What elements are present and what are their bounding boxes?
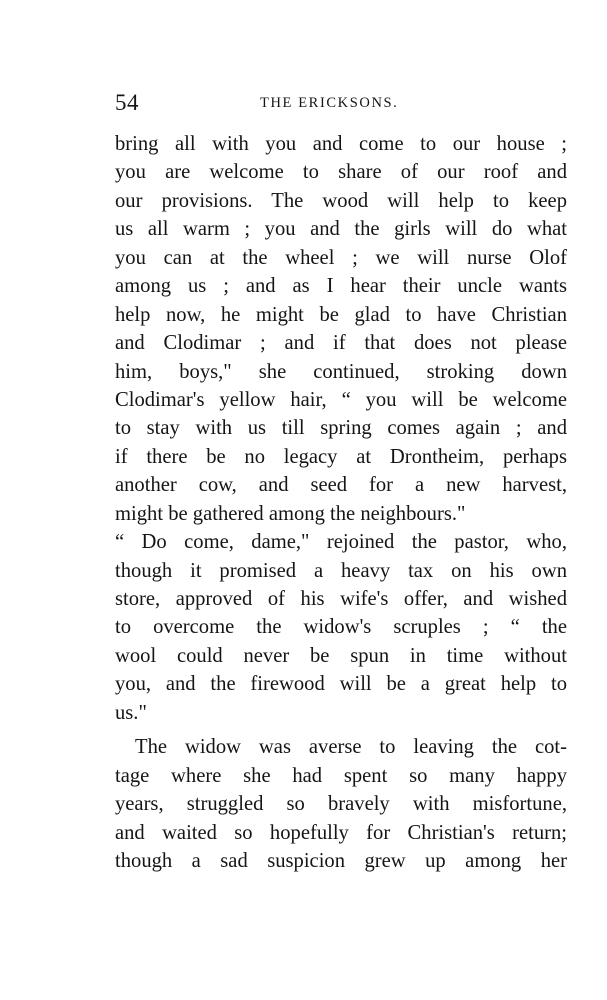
page-number: 54	[115, 90, 139, 115]
text-line: you can at the wheel ; we will nurse Olof	[115, 246, 567, 269]
paragraph-1	[115, 130, 567, 528]
text-line: might be gathered among the neighbours."	[115, 502, 466, 525]
text-line: and Clodimar ; and if that does not please	[115, 332, 567, 355]
text-line: and waited so hopefully for Christian's return;	[115, 821, 567, 844]
text-line: help now, he might be glad to have Christian	[115, 303, 567, 326]
paragraph-3	[115, 733, 567, 875]
text-line: to stay with us till spring comes again ; and	[115, 417, 567, 440]
text-line: among us ; and as I hear their uncle wants	[115, 275, 567, 298]
text-line: bring all with you and come to our house ;	[115, 133, 567, 155]
text-line: wool could never be spun in time without	[115, 644, 567, 667]
text-line: years, struggled so bravely with misfortune,	[115, 793, 567, 816]
text-line: him, boys," she continued, stroking down	[115, 360, 567, 383]
text-line: us all warm ; you and the girls will do what	[115, 218, 567, 241]
running-title: THE ERICKSONS.	[260, 95, 399, 111]
text-line: you are welcome to share of our roof and	[115, 161, 567, 184]
text-line: though a sad suspicion grew up among her	[115, 849, 567, 872]
text-line: Clodimar's yellow hair, “ you will be welcome	[115, 388, 567, 411]
text-line: another cow, and seed for a new harvest,	[115, 474, 567, 497]
text-line: though it promised a heavy tax on his own	[115, 559, 567, 582]
paragraph-2	[115, 528, 567, 727]
text-line: if there be no legacy at Drontheim, perhaps	[115, 445, 567, 468]
text-line: you, and the firewood will be a great help to	[115, 673, 567, 696]
text-line: to overcome the widow's scruples ; “ the	[115, 616, 567, 639]
text-line: The widow was averse to leaving the cot-	[135, 736, 567, 759]
text-line: us."	[115, 701, 147, 724]
text-line: “ Do come, dame," rejoined the pastor, who,	[115, 531, 567, 554]
text-line: tage where she had spent so many happy	[115, 764, 567, 787]
body-text	[115, 130, 567, 875]
text-line: store, approved of his wife's offer, and wished	[115, 588, 567, 610]
page-header	[115, 88, 570, 120]
text-line: our provisions. The wood will help to keep	[115, 189, 567, 212]
